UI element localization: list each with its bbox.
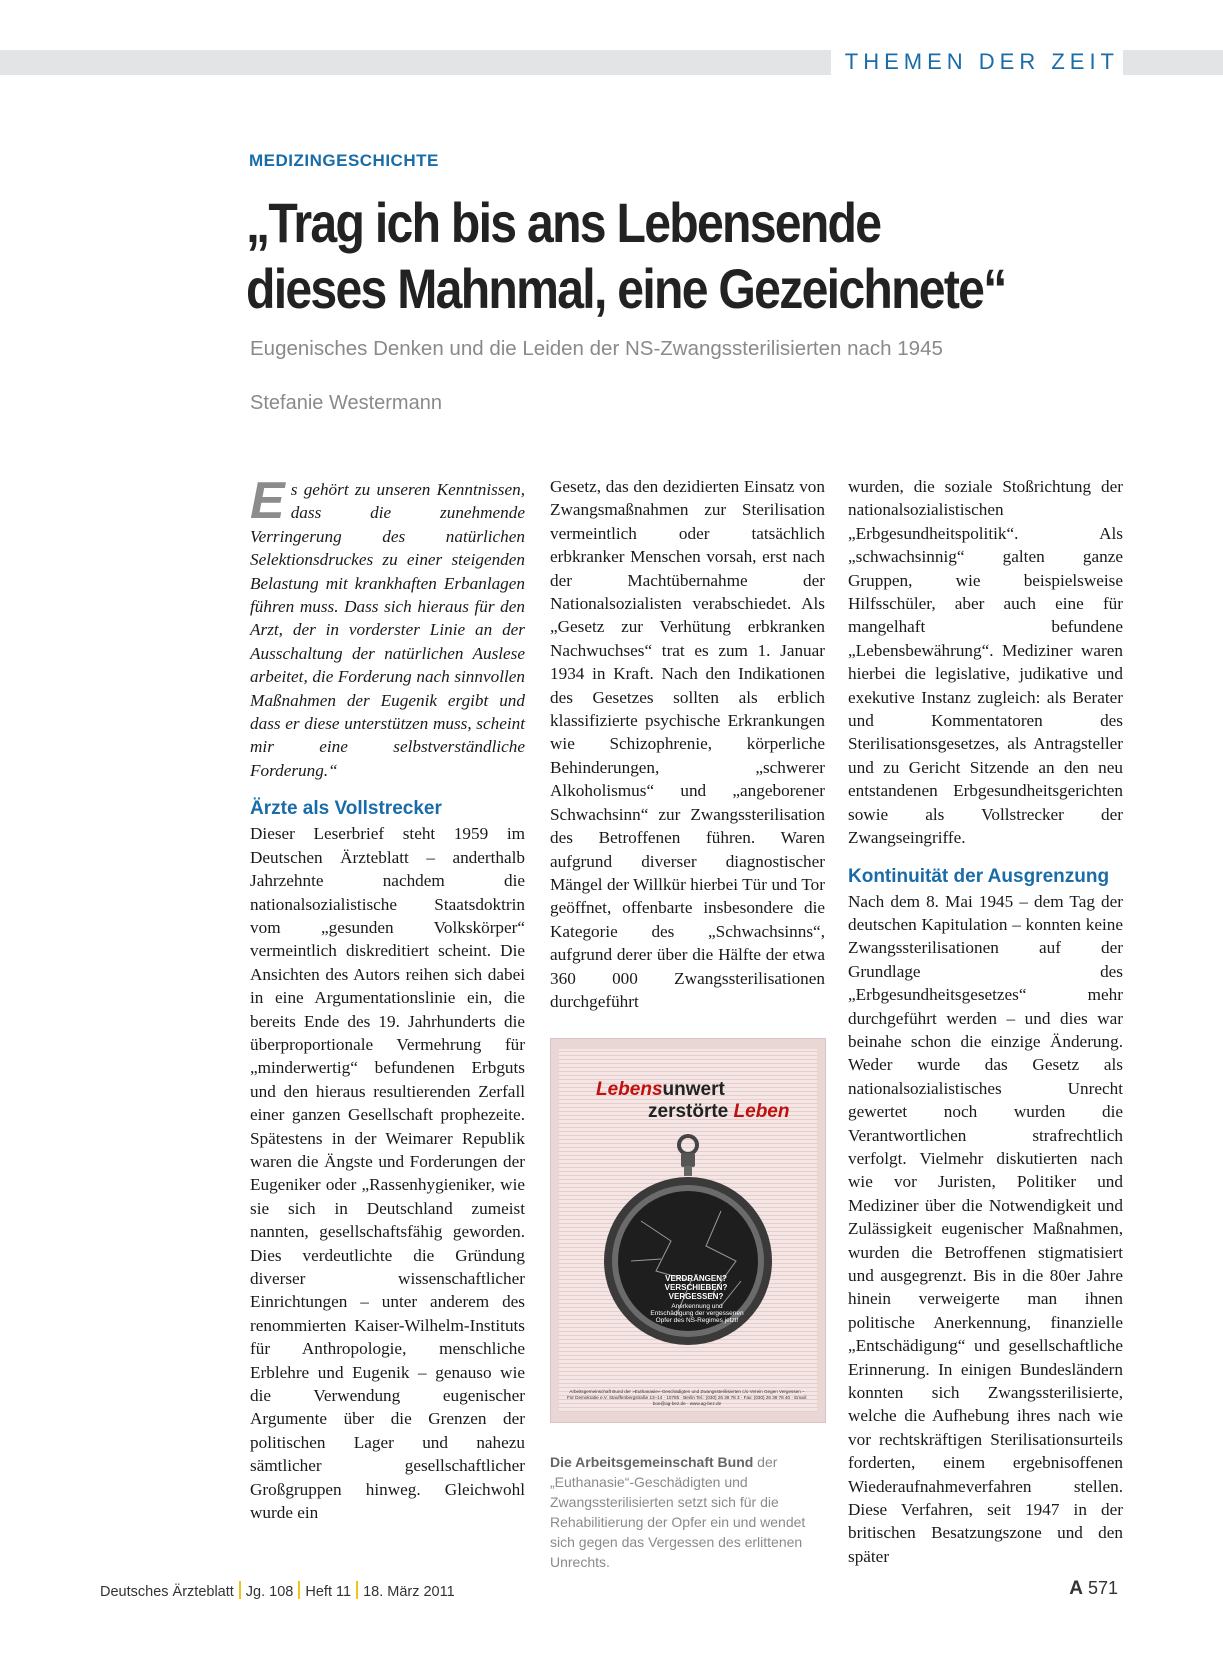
poster-title-red-1: Lebens [596,1079,663,1100]
poster-title-black-2: zerstörte [648,1101,734,1122]
poster-title-line-1 [596,1079,725,1101]
body-paragraph-4: Nach dem 8. Mai 1945 – dem Tag der deutschen Kapitulation – konnten keine Zwangssterilisationen auf der Grundlage des „Erbgesundheitsgesetzes“ mehr durchgeführt werden – und dies war beinahe schon die einzige Änderung. Weder wurde das Gesetz als nationalsozialistisches Unrecht gewertet noch wurden die Verantwortlichen strafrechtlich verfolgt. Vielmehr diskutierten nach wie vor Juristen, Politiker und Mediziner über die Notwendigkeit und Zulässigkeit eugenischer Maßnahmen, wurden die Betroffenen stigmatisiert und ausgegrenzt. Bis in die 80er Jahre hinein verweigerte man ihnen politische Anerkennung, finanzielle „Entschädigung“ und gesellschaftliche Erinnerung. In einigen Bundesländern konnten sich Zwangssterilisierte, welche die Aufhebung ihres nach wie vor rechtskräftigen Sterilisationsurteils forderten, einem ergebnisoffenen Wiederaufnahmeverfahren stellen. Diese Verfahren, seit 1947 in der britischen Besatzungszone und den später [848,891,1123,1566]
watch-ring [679,1136,697,1154]
caption-text: der „Euthanasie“-Geschädigten und Zwangssterilisierten setzt sich für die Rehabilitierung der Opfer ein und wendet sich gegen das Vergessen des erlittenen Unrechts. [550,1454,806,1570]
poster-title-black-1: unwert [662,1079,725,1100]
poster-title-red-2: Leben [733,1101,790,1122]
intro-text: s gehört zu unseren Kenntnissen, dass die zunehmende Verringerung des natürlichen Selektionsdruckes zu einer steigenden Belastung mit krankhaften Erbanlagen führen muss. Dass sich hieraus für den Arzt, der in vorderster Linie an der Ausschaltung der natürlichen Auslese arbeitet, die Forderung nach sinnvollen Maßnahmen der Eugenik ergibt und dass er diese unterstützen muss, scheint mir eine selbstverständliche Forderung.“ [250,480,525,780]
watch-crown [681,1153,695,1167]
footer-separator [356,1581,358,1599]
body-paragraph-2: Gesetz, das den dezidierten Einsatz von Zwangsmaßnahmen zur Sterilisation vermeintlich oder tatsächlich erbkranker Menschen vorsah, erst nach der Machtübernahme der Nationalsozialisten verabschiedet. Als „Gesetz zur Verhütung erbkranken Nachwuchses“ trat es zum 1. Januar 1934 in Kraft. Nach den Indikationen des Gesetzes sollten als erblich klassifizierte psychische Erkrankungen wie Schizophrenie, körperliche Behinderungen, „schwerer Alkoholismus“ und „angeborener Schwachsinn“ zur Zwangssterilisation des Betroffenen führen. Waren aufgrund diverser diagnostischer Mängel der Willkür hierbei Tür und Tor geöffnet, offenbarte insbesondere die Kategorie des „Schwachsinns“, aufgrund derer über die Hälfte der etwa 360 000 Zwangssterilisationen durchgeführt [550,477,825,1011]
article-author: Stefanie Westermann [250,392,442,414]
watch-stem [684,1166,692,1176]
subhead-aerzte: Ärzte als Vollstrecker [250,798,442,820]
page-number [1069,1578,1118,1600]
poster-image [550,1038,826,1423]
body-paragraph-1: Dieser Leserbrief steht 1959 im Deutschen Ärzteblatt – anderthalb Jahrzehnte nachdem die nationalsozialistische Staatsdoktrin vom „gesunden Volkskörper“ vermeintlich diskreditiert scheint. Die Ansichten des Autors reihen sich dabei in eine Argumentationslinie ein, die bereits Ende des 19. Jahrhunderts die überproportionale Vermehrung für „minderwertig“ befundenen Erbguts und den hieraus resultierenden Zerfall einer ganzen Gesellschaft prophezeite. Spätestens in der Weimarer Republik waren die Ängste und Forderungen der Eugeniker oder „Rassenhygieniker, wie sie sich in Deutschland zumeist nannten, gesellschaftsfähig geworden. Dies verdeutlichte die Gründung diverser wissenschaftlicher Einrichtungen – unter anderem des renommierten Kaiser-Wilhelm-Instituts für Anthropologie, menschliche Erblehre und Eugenik – genauso wie die Verwendung eugenischer Argumente über die Grenzen der politischen Lager und nahezu sämtlicher gesellschaftlicher Großgruppen hinweg. Gleichwohl wurde ein [250,824,525,1523]
headline-line-1: „Trag ich bis ans Lebensende [246,191,881,254]
body-paragraph-3: wurden, die soziale Stoßrichtung der nationalsozialistischen „Erbgesundheitspolitik“. Als „schwachsinnig“ galten ganze Gruppen, wie beispielsweise Hilfsschüler, aber auch eine für mangelhaft befundene „Lebensbewährung“. Mediziner waren hierbei die legislative, judikative und exekutive Instanz zugleich: als Berater und Kommentatoren des Sterilisationsgesetzes, als Antragsteller und zu Gericht Sitzende an den neu entstandenen Erbgesundheitsgerichten sowie als Vollstrecker der Zwangseingriffe. [848,477,1123,848]
poster-footer: Arbeitsgemeinschaft Bund der »Euthanasie«-Geschädigten und Zwangssterilisierten c/o Verein Gegen Vergessen – Für Demokratie e.V. Stauffenbergstraße 13–14 · 10785 · Berlin Tel.: (030) 26 39 78 3 · Fax: (030) 26 39 78 40 · Email: boe@ag-bez.de · www.ag-bez.de [567,1389,807,1406]
footer-separator [298,1581,300,1599]
subhead-kontinuitaet: Kontinuität der Ausgrenzung [848,865,1110,887]
column-3 [848,475,1123,1568]
section-label: THEMEN DER ZEIT [831,47,1123,77]
footer-volume: Jg. 108 [245,1584,294,1600]
footer-separator [239,1581,241,1599]
page-prefix: A [1069,1578,1083,1599]
image-caption [550,1452,830,1572]
footer-date: 18. März 2011 [363,1584,455,1600]
footer-journal: Deutsches Ärzteblatt [100,1584,234,1600]
intro-quote [250,472,525,782]
column-2 [550,475,825,1013]
caption-bold: Die Arbeitsgemeinschaft Bund [550,1454,754,1470]
article-headline [246,190,1020,322]
page-number-value: 571 [1087,1578,1118,1598]
watch-subtext: Anerkennung und Entschädigung der vergessenen Opfer des NS-Regimes jetzt! [650,1303,744,1324]
dropcap: E [250,472,285,530]
page-footer [100,1581,455,1600]
column-1 [250,472,525,1524]
headline-line-2: dieses Mahnmal, eine Gezeichnete“ [246,257,1006,320]
watch-headline: VERDRÄNGEN? VERSCHIEBEN? VERGESSEN? [664,1274,728,1301]
footer-issue: Heft 11 [305,1584,352,1600]
poster-title-line-2 [648,1101,789,1123]
article-subtitle: Eugenisches Denken und die Leiden der NS-Zwangssterilisierten nach 1945 [250,337,943,360]
article-kicker: MEDIZINGESCHICHTE [249,151,439,170]
